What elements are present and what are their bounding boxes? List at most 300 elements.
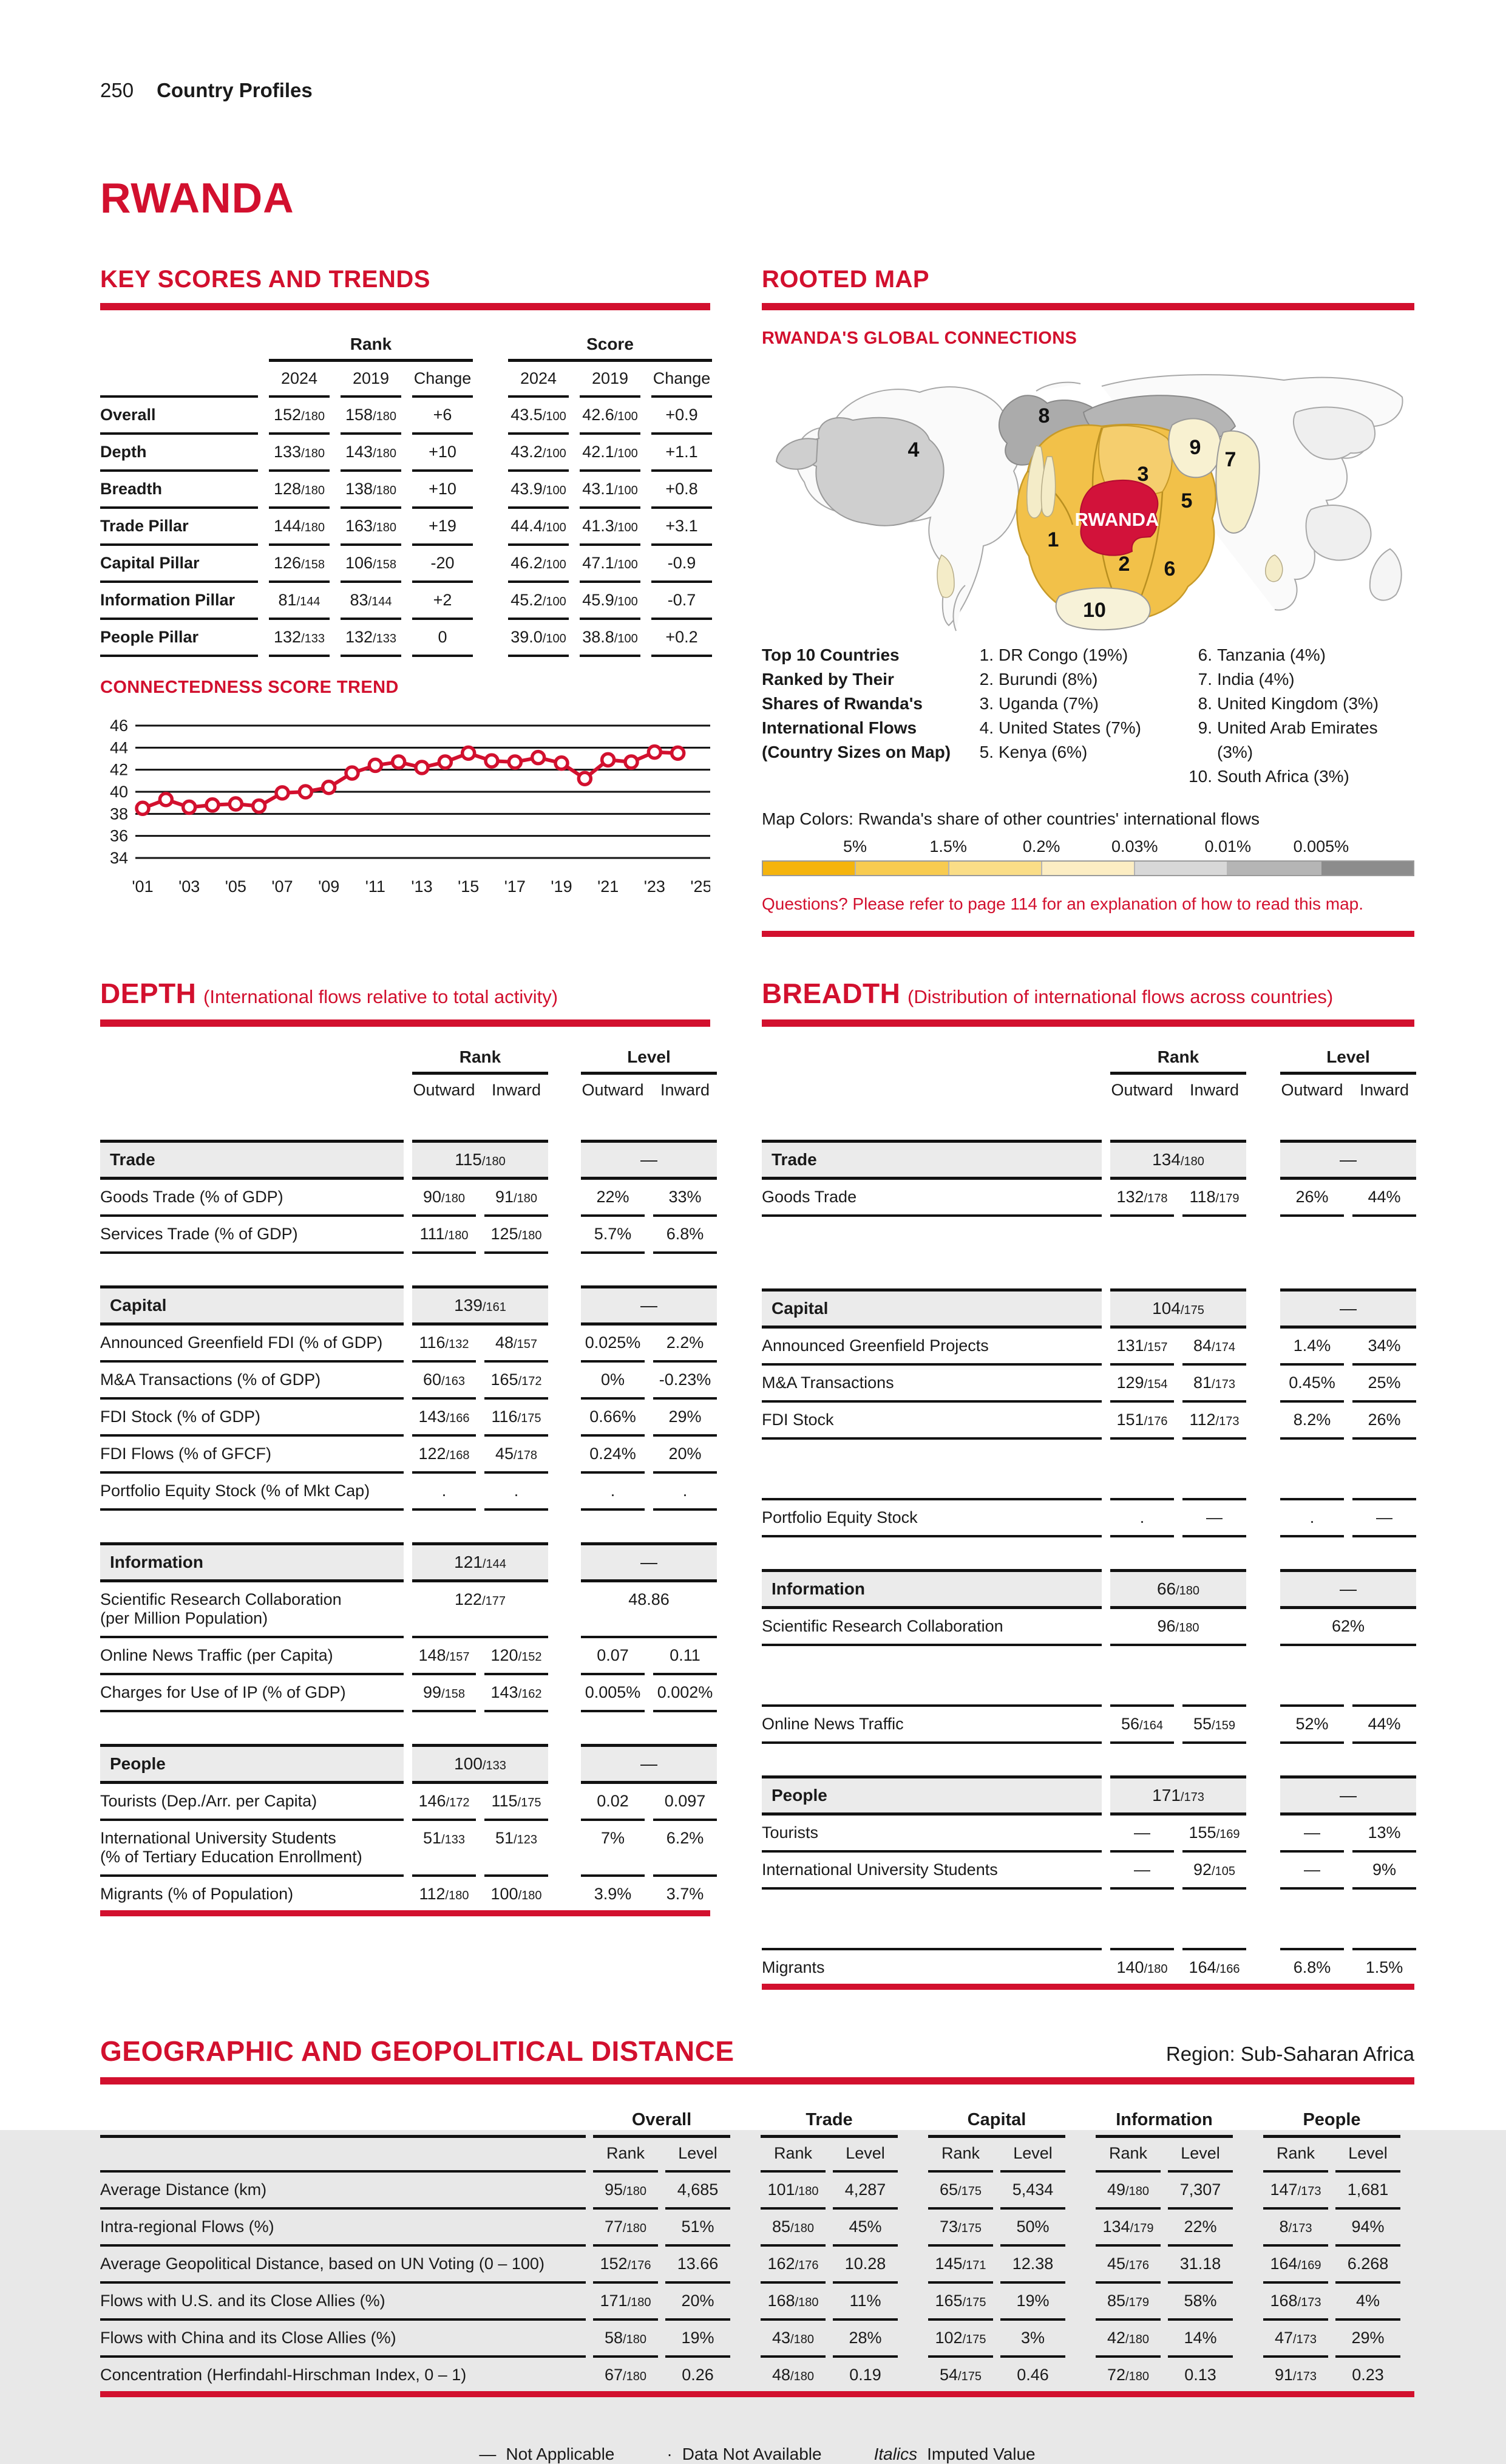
change-header: Change — [653, 369, 711, 387]
breadth-heading: BREADTH — [762, 978, 901, 1009]
legend-intro-line: International Flows — [762, 718, 917, 737]
trend-point — [602, 754, 614, 766]
row-label: Scientific Research Collaboration — [762, 1609, 1102, 1646]
depth-information-group — [100, 1542, 713, 1712]
footnote-text: Imputed Value — [927, 2445, 1036, 2463]
rank-value: 77/180 — [593, 2210, 658, 2247]
group-header: Capital — [928, 2105, 1065, 2138]
trend-point — [648, 746, 660, 758]
row-label: Average Distance (km) — [100, 2170, 586, 2210]
table-row — [100, 1582, 710, 1638]
level-inward: -0.23% — [653, 1363, 717, 1400]
row-label: Portfolio Equity Stock (% of Mkt Cap) — [100, 1474, 404, 1511]
rank-outward: 146/172 — [412, 1784, 476, 1821]
level-outward: 3.9% — [594, 1885, 632, 1903]
section-rule — [762, 1019, 1414, 1027]
y-tick-label: 38 — [109, 805, 128, 823]
rank-value: 42/180 — [1096, 2321, 1161, 2358]
legend-intro-line: (Country Sizes on Map) — [762, 743, 951, 761]
rank-inward: 115/175 — [484, 1784, 548, 1821]
dot-symbol: · — [667, 2445, 673, 2463]
footnote-legend — [100, 2445, 1414, 2464]
top10-rank: 10. — [1189, 767, 1212, 786]
depth-capital-group — [100, 1285, 710, 1511]
section-label: Capital — [100, 1285, 404, 1326]
score-value: 43.9/100 — [508, 472, 569, 509]
rank-inward: 155/169 — [1182, 1816, 1246, 1853]
world-cartogram-svg — [762, 355, 1414, 635]
rank-outward: 112/180 — [419, 1885, 469, 1903]
rank-value: 54/175 — [940, 2366, 982, 2384]
change-value: -0.7 — [651, 583, 712, 620]
scale-labels — [762, 837, 1414, 860]
level-inward: 0.097 — [653, 1784, 717, 1821]
rank-inward: 81/173 — [1182, 1366, 1246, 1403]
map-country-united-states-west — [776, 438, 818, 469]
rank-group-header: Rank — [412, 1043, 548, 1075]
rank-outward: . — [412, 1474, 476, 1511]
map-country-united-states — [805, 418, 944, 526]
rank-outward: — — [1110, 1816, 1174, 1853]
table-row — [762, 1609, 1414, 1646]
table-row — [100, 583, 710, 620]
level-value: 4,685 — [665, 2170, 730, 2210]
score-value: 45.2/100 — [508, 583, 569, 620]
trend-point — [463, 747, 475, 759]
row-label: Information Pillar — [100, 583, 258, 620]
x-tick-label: '07 — [271, 877, 293, 896]
change-value: 0 — [412, 620, 473, 657]
section-header-row — [100, 1140, 710, 1180]
inward-header: Inward — [1189, 1081, 1240, 1099]
rank-outward: 151/176 — [1110, 1403, 1174, 1440]
rank-value: 8/173 — [1263, 2210, 1328, 2247]
rank-group-header: Rank — [1110, 1043, 1246, 1075]
depth-section — [100, 977, 713, 1916]
level-outward: 22% — [581, 1180, 645, 1217]
level-outward: 0.45% — [1280, 1366, 1344, 1403]
top10-country: United Arab Emirates (3%) — [1217, 718, 1378, 761]
map-label-1: 1 — [1047, 528, 1059, 551]
score-value: 46.2/100 — [508, 546, 569, 583]
top10-rank: 5. — [979, 743, 994, 761]
trend-point — [578, 772, 591, 784]
depth-people-group — [100, 1744, 710, 1911]
rank-value: 43/180 — [761, 2321, 826, 2358]
connectedness-trend-chart — [100, 713, 710, 910]
change-value: +2 — [412, 583, 473, 620]
level-value: 94% — [1335, 2210, 1400, 2247]
scale-swatch-bar — [762, 860, 1414, 876]
x-tick-label: '25 — [690, 877, 710, 896]
section-label: Trade — [762, 1140, 1102, 1180]
rank-value: 171/180 — [593, 2284, 658, 2321]
top10-rank: 8. — [1198, 694, 1212, 713]
section-label: People — [100, 1744, 404, 1784]
rank-outward: 140/180 — [1110, 1948, 1174, 1985]
table-row — [100, 1877, 710, 1911]
top10-rank: 3. — [979, 694, 994, 713]
top10-country: Tanzania (4%) — [1217, 645, 1326, 664]
top10-item — [962, 740, 1181, 764]
y-tick-label: 40 — [109, 783, 128, 801]
table-row — [762, 1329, 1414, 1366]
top10-country: Uganda (7%) — [999, 694, 1099, 713]
depth-heading: DEPTH — [100, 978, 197, 1009]
section-level: — — [1280, 1140, 1416, 1180]
level-value: 1,681 — [1335, 2170, 1400, 2210]
distance-table — [100, 2105, 1414, 2397]
map-label-4: 4 — [907, 438, 920, 461]
row-label: FDI Flows (% of GFCF) — [100, 1437, 404, 1474]
trend-point — [229, 798, 242, 810]
rank-outward: . — [1110, 1498, 1174, 1537]
rank-inward: 48/157 — [484, 1326, 548, 1363]
level-inward: 44% — [1352, 1180, 1416, 1217]
map-label-2: 2 — [1118, 553, 1130, 576]
table-row — [762, 1704, 1414, 1744]
level-outward: 1.4% — [1280, 1329, 1344, 1366]
row-label — [100, 1821, 404, 1877]
level-value: 4,287 — [833, 2170, 898, 2210]
level-value: 13.66 — [665, 2247, 730, 2284]
level-inward: 9% — [1352, 1853, 1416, 1890]
change-value: +19 — [412, 509, 473, 546]
inward-header: Inward — [1359, 1081, 1409, 1099]
level-outward: . — [581, 1474, 645, 1511]
trend-point — [509, 756, 521, 768]
trend-point — [160, 794, 172, 806]
rank-value: 143/180 — [341, 435, 401, 472]
trend-point — [346, 767, 358, 779]
rank-value: 144/180 — [269, 509, 330, 546]
map-label-9: 9 — [1189, 436, 1201, 459]
trend-chart-svg — [100, 713, 710, 907]
table-row — [100, 1217, 710, 1254]
section-label: Information — [762, 1569, 1102, 1609]
rank-inward: — — [1182, 1498, 1246, 1537]
section-rule — [100, 1019, 710, 1027]
rank-outward: 51/133 — [412, 1821, 476, 1877]
level-group-header: Level — [1280, 1043, 1416, 1075]
x-tick-label: '09 — [318, 877, 340, 896]
table-row — [100, 435, 710, 472]
key-scores-section — [100, 266, 710, 910]
row-label: Services Trade (% of GDP) — [100, 1217, 404, 1254]
map-label-6: 6 — [1164, 557, 1176, 580]
table-row — [100, 2210, 1414, 2247]
rank-value: 45/176 — [1096, 2247, 1161, 2284]
rank-value: 85/180 — [761, 2210, 826, 2247]
breadth-subtitle: (Distribution of international flows across countries) — [907, 986, 1334, 1007]
section-rank: 66/180 — [1110, 1569, 1246, 1609]
rank-value: 72/180 — [1107, 2366, 1149, 2384]
table-row — [100, 1400, 710, 1437]
scale-swatch — [1228, 862, 1321, 875]
trend-point — [625, 756, 637, 768]
score-value: 47.1/100 — [580, 546, 640, 583]
rank-inward: 118/179 — [1182, 1180, 1246, 1217]
rank-value: 168/180 — [761, 2284, 826, 2321]
section-rank: 115/180 — [412, 1140, 548, 1180]
rank-outward: 90/180 — [412, 1180, 476, 1217]
row-label: Charges for Use of IP (% of GDP) — [100, 1675, 404, 1712]
level-value: 12.38 — [1000, 2247, 1065, 2284]
table-group-header-row — [100, 328, 710, 362]
score-value: 43.5/100 — [508, 395, 569, 435]
top10-rank: 7. — [1198, 670, 1212, 689]
top10-item — [1181, 692, 1414, 716]
row-label: Capital Pillar — [100, 546, 258, 583]
level-value: 50% — [1000, 2210, 1065, 2247]
scale-tick-label: 0.005% — [1293, 837, 1349, 856]
rank-value: 165/175 — [928, 2284, 993, 2321]
rank-value: 67/180 — [605, 2366, 646, 2384]
trend-point — [137, 802, 149, 814]
top10-item — [1181, 667, 1414, 692]
change-value: +0.9 — [651, 395, 712, 435]
breadth-section — [762, 977, 1414, 1990]
scale-tick-label: 0.2% — [1022, 837, 1060, 856]
outward-header: Outward — [1281, 1081, 1343, 1099]
table-row — [100, 1821, 710, 1877]
breadth-trade-group — [762, 1140, 1414, 1217]
rank-value: 47/173 — [1263, 2321, 1328, 2358]
table-group-header-row — [762, 1043, 1414, 1075]
rank-value: 158/180 — [341, 395, 401, 435]
map-colors-caption: Map Colors: Rwanda's share of other countries' international flows — [762, 809, 1260, 828]
top10-country: Burundi (8%) — [999, 670, 1098, 689]
trend-point — [299, 786, 311, 798]
level-value: 51% — [665, 2210, 730, 2247]
section-level: — — [581, 1140, 717, 1180]
level-value: 28% — [833, 2321, 898, 2358]
inward-header: Inward — [660, 1081, 710, 1099]
top10-rank: 6. — [1198, 645, 1212, 664]
scale-tick-label: 1.5% — [929, 837, 967, 856]
rank-value: 152/180 — [269, 395, 330, 435]
table-row — [762, 1366, 1414, 1403]
year-header: 2019 — [352, 369, 390, 387]
table-row — [100, 1437, 710, 1474]
rooted-map-section — [762, 266, 1414, 937]
table-group-header-row — [100, 1043, 710, 1075]
trend-point — [555, 757, 568, 769]
level-outward: 8.2% — [1280, 1403, 1344, 1440]
group-header: Information — [1096, 2105, 1233, 2138]
row-label: Flows with China and its Close Allies (%) — [100, 2321, 586, 2358]
level-value: 3% — [1000, 2321, 1065, 2358]
rank-value: 126/158 — [269, 546, 330, 583]
level-inward: 44% — [1352, 1704, 1416, 1744]
rank-value: 48/180 — [772, 2366, 814, 2384]
level-outward: 0.07 — [581, 1638, 645, 1675]
rank-outward: 111/180 — [412, 1217, 476, 1254]
level-outward: 0.24% — [581, 1437, 645, 1474]
depth-trade-group — [100, 1140, 710, 1254]
rank-value: 164/169 — [1263, 2247, 1328, 2284]
top10-column-left — [962, 643, 1181, 789]
table-row — [100, 1675, 713, 1712]
change-value: -20 — [412, 546, 473, 583]
level-value: 0.13 — [1184, 2366, 1216, 2384]
table-row — [100, 546, 710, 583]
table-row — [100, 2321, 1414, 2358]
change-value: +10 — [412, 472, 473, 509]
rank-group-header: Rank — [269, 328, 473, 362]
top10-item — [1181, 764, 1414, 789]
map-label-10: 10 — [1083, 599, 1106, 622]
change-value: +6 — [412, 395, 473, 435]
section-rank: 121/144 — [412, 1542, 548, 1582]
row-label: Intra-regional Flows (%) — [100, 2210, 586, 2247]
table-row — [762, 1816, 1414, 1853]
rank-value: 102/175 — [928, 2321, 993, 2358]
level-value: 6.268 — [1335, 2247, 1400, 2284]
level-outward: 6.8% — [1280, 1948, 1344, 1985]
breadth-table — [762, 1043, 1414, 1990]
depth-table — [100, 1043, 713, 1916]
outward-header: Outward — [1111, 1081, 1173, 1099]
x-tick-label: '01 — [132, 877, 154, 896]
rank-header: Rank — [1108, 2144, 1148, 2162]
top10-item — [1181, 716, 1414, 764]
scale-swatch — [856, 862, 949, 875]
rank-value: 65/175 — [928, 2170, 993, 2210]
level-merged: 48.86 — [581, 1582, 717, 1638]
row-label: Online News Traffic (per Capita) — [100, 1638, 404, 1675]
x-tick-label: '15 — [458, 877, 480, 896]
row-label: Online News Traffic — [762, 1704, 1102, 1744]
level-header: Level — [1013, 2144, 1053, 2162]
y-tick-label: 42 — [109, 760, 128, 779]
rank-outward: — — [1110, 1853, 1174, 1890]
rank-merged: 122/177 — [412, 1582, 548, 1638]
rank-inward: 164/166 — [1182, 1948, 1246, 1985]
level-value: 31.18 — [1168, 2247, 1233, 2284]
top10-legend — [762, 643, 1414, 789]
rank-outward: 129/154 — [1110, 1366, 1174, 1403]
row-label: Breadth — [100, 472, 258, 509]
page-number: 250 — [100, 79, 134, 101]
top10-legend-intro — [762, 643, 962, 789]
level-outward: 0.02 — [581, 1784, 645, 1821]
row-label: Tourists (Dep./Arr. per Capita) — [100, 1784, 404, 1821]
map-color-scale — [762, 837, 1414, 876]
score-value: 44.4/100 — [508, 509, 569, 546]
section-level: — — [581, 1542, 717, 1582]
level-outward: 26% — [1280, 1180, 1344, 1217]
rank-value: 168/173 — [1263, 2284, 1328, 2321]
rank-inward: 84/174 — [1182, 1329, 1246, 1366]
scale-tick-label: 5% — [843, 837, 867, 856]
rank-header: Rank — [941, 2144, 980, 2162]
italics-label: Italics — [873, 2445, 918, 2463]
y-tick-label: 44 — [109, 738, 128, 757]
section-header-row — [100, 1285, 710, 1326]
row-label-line2: (per Million Population) — [100, 1609, 268, 1627]
table-row — [762, 1853, 1414, 1890]
section-rank: 134/180 — [1110, 1140, 1246, 1180]
level-value: 5,434 — [1000, 2170, 1065, 2210]
table-subheader-row — [762, 1075, 1414, 1108]
top10-country: United States (7%) — [999, 718, 1141, 737]
x-tick-label: '23 — [643, 877, 665, 896]
level-value: 7,307 — [1168, 2170, 1233, 2210]
level-inward: 26% — [1352, 1403, 1416, 1440]
top10-item — [962, 667, 1181, 692]
top10-country: Kenya (6%) — [999, 743, 1088, 761]
top10-country: South Africa (3%) — [1217, 767, 1349, 786]
section-header-row — [100, 1542, 710, 1582]
row-label-line2: (% of Tertiary Education Enrollment) — [100, 1848, 362, 1866]
top10-rank: 2. — [979, 670, 994, 689]
row-label: M&A Transactions — [762, 1366, 1102, 1403]
x-tick-label: '13 — [411, 877, 433, 896]
level-inward: 29% — [653, 1400, 717, 1437]
rank-outward: 99/158 — [412, 1675, 476, 1712]
country-title: RWANDA — [100, 174, 294, 222]
level-inward: 2.2% — [653, 1326, 717, 1363]
footnote-not-applicable — [479, 2445, 614, 2464]
level-value: 20% — [665, 2284, 730, 2321]
row-label: Trade Pillar — [100, 509, 258, 546]
table-row — [100, 2247, 1414, 2284]
breadth-people-group — [762, 1775, 1414, 1985]
section-level: — — [1280, 1288, 1416, 1329]
level-value: 45% — [833, 2210, 898, 2247]
table-group-header-row — [100, 2105, 1414, 2138]
rank-inward: 91/180 — [484, 1180, 548, 1217]
row-label: Flows with U.S. and its Close Allies (%) — [100, 2284, 586, 2321]
region-label: Region: Sub-Saharan Africa — [1165, 2043, 1414, 2065]
row-label — [100, 1582, 404, 1638]
level-inward: 6.8% — [653, 1217, 717, 1254]
rank-inward: 55/159 — [1182, 1704, 1246, 1744]
section-label: Trade — [100, 1140, 404, 1180]
level-merged: 62% — [1280, 1609, 1416, 1646]
rank-inward: 125/180 — [484, 1217, 548, 1254]
row-label: Depth — [100, 435, 258, 472]
map-subtitle: RWANDA'S GLOBAL CONNECTIONS — [762, 328, 1077, 348]
rank-inward: 51/123 — [484, 1821, 548, 1877]
rank-merged: 96/180 — [1110, 1609, 1246, 1646]
scale-swatch — [1135, 862, 1228, 875]
section-header-row — [762, 1569, 1414, 1609]
level-inward: 6.2% — [653, 1821, 717, 1877]
inward-header: Inward — [491, 1081, 541, 1099]
level-outward: — — [1280, 1816, 1344, 1853]
page-section-title: Country Profiles — [157, 79, 313, 101]
row-label: Overall — [100, 395, 258, 435]
table-row — [100, 1784, 710, 1821]
rank-value: 58/180 — [593, 2321, 658, 2358]
trend-point — [369, 759, 381, 771]
scale-tick-label: 0.01% — [1204, 837, 1252, 856]
scale-tick-label: 0.03% — [1111, 837, 1158, 856]
map-label-3: 3 — [1137, 463, 1149, 486]
row-label-line1: Scientific Research Collaboration — [100, 1590, 342, 1608]
rank-value: 152/176 — [593, 2247, 658, 2284]
level-outward: 0.66% — [581, 1400, 645, 1437]
top10-item — [962, 643, 1181, 667]
table-row — [100, 1326, 710, 1363]
footnote-text: Not Applicable — [506, 2445, 615, 2463]
change-value: +1.1 — [651, 435, 712, 472]
section-level: — — [581, 1285, 717, 1326]
level-inward: 3.7% — [666, 1885, 704, 1903]
table-row — [100, 1180, 710, 1217]
